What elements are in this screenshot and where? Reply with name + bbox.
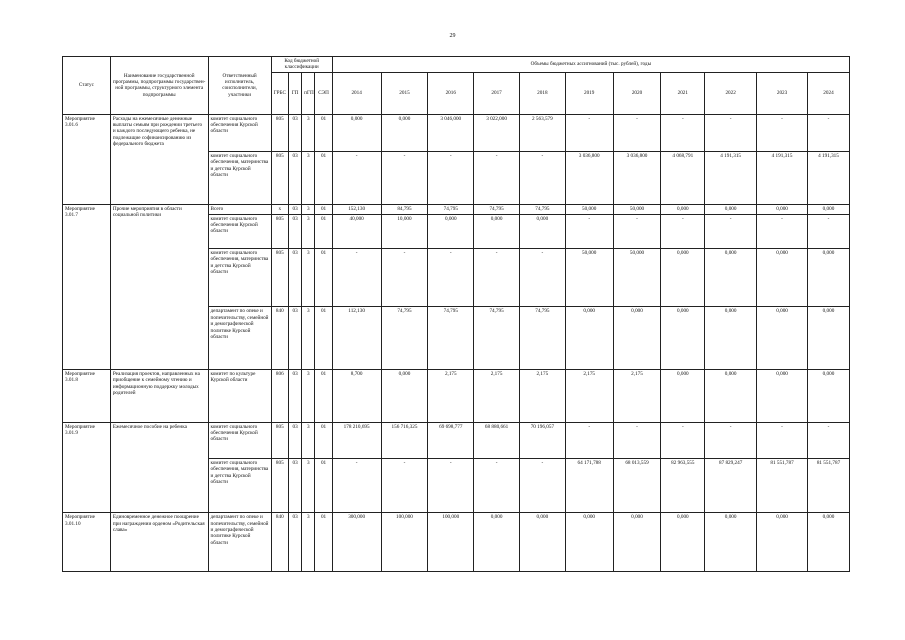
value-cell: -: [613, 422, 661, 458]
header-year: 2022: [705, 72, 757, 114]
status-cell: Мероприятие 3.01.9: [63, 422, 111, 513]
header-executor: Ответственный исполнитель, соисполнители, участники: [208, 57, 271, 115]
code-cell: 03: [288, 248, 301, 307]
header-year: 2017: [474, 72, 520, 114]
value-cell: -: [519, 458, 565, 513]
value-cell: 0,000: [705, 248, 757, 307]
value-cell: -: [661, 114, 705, 151]
value-cell: 0,000: [757, 307, 808, 370]
value-cell: 3 036,800: [565, 152, 613, 204]
status-cell: Мероприятие 3.01.10: [63, 513, 111, 572]
value-cell: 3 046,000: [428, 114, 474, 151]
code-cell: 3: [302, 370, 315, 422]
budget-table: [62, 56, 850, 572]
header-code-pgp: пГП: [302, 72, 315, 114]
code-cell: 01: [315, 513, 332, 572]
value-cell: 0,000: [705, 204, 757, 214]
value-cell: 0,000: [565, 307, 613, 370]
code-cell: 3: [302, 214, 315, 248]
value-cell: 2,175: [519, 370, 565, 422]
value-cell: -: [757, 114, 808, 151]
value-cell: 0,000: [807, 248, 849, 307]
value-cell: 0,000: [661, 370, 705, 422]
header-code-gp: ГП: [288, 72, 301, 114]
value-cell: -: [332, 152, 381, 204]
code-cell: 01: [315, 152, 332, 204]
code-cell: 03: [288, 370, 301, 422]
value-cell: -: [381, 458, 428, 513]
header-year: 2015: [381, 72, 428, 114]
value-cell: 112,130: [332, 307, 381, 370]
code-cell: 3: [302, 307, 315, 370]
value-cell: 87 829,247: [705, 458, 757, 513]
code-cell: 01: [315, 422, 332, 458]
code-cell: 3: [302, 204, 315, 214]
header-code-sep: СЭП: [315, 72, 332, 114]
value-cell: 100,000: [428, 513, 474, 572]
value-cell: 50,000: [565, 248, 613, 307]
value-cell: 0,000: [474, 513, 520, 572]
value-cell: 0,000: [757, 248, 808, 307]
value-cell: 0,000: [565, 513, 613, 572]
status-cell: Мероприятие 3.01.8: [63, 370, 111, 422]
value-cell: -: [428, 248, 474, 307]
code-cell: 805: [271, 248, 288, 307]
value-cell: 0,000: [661, 513, 705, 572]
value-cell: 100,000: [381, 513, 428, 572]
code-cell: 03: [288, 114, 301, 151]
value-cell: 0,000: [807, 370, 849, 422]
value-cell: 4 191,315: [757, 152, 808, 204]
executor-cell: комитет социального обеспечения Курской области: [208, 422, 271, 458]
value-cell: 178 210,695: [332, 422, 381, 458]
value-cell: 0,000: [705, 513, 757, 572]
code-cell: 805: [271, 422, 288, 458]
value-cell: -: [807, 214, 849, 248]
value-cell: 50,000: [565, 204, 613, 214]
value-cell: 0,000: [613, 307, 661, 370]
header-year: 2024: [807, 72, 849, 114]
value-cell: 74,795: [428, 307, 474, 370]
value-cell: 0,000: [661, 248, 705, 307]
value-cell: -: [428, 152, 474, 204]
code-cell: 03: [288, 513, 301, 572]
value-cell: 40,000: [332, 214, 381, 248]
code-cell: 01: [315, 114, 332, 151]
name-cell: Прочие мероприятия в области социальной политики: [110, 204, 208, 370]
code-cell: 805: [271, 458, 288, 513]
value-cell: -: [705, 422, 757, 458]
status-cell: Мероприятие 3.01.6: [63, 114, 111, 204]
header-year: 2021: [661, 72, 705, 114]
code-cell: 3: [302, 114, 315, 151]
executor-cell: департамент по опеке и попечительству, семейной и демографической политике Курской области: [208, 307, 271, 370]
value-cell: -: [381, 248, 428, 307]
header-year: 2023: [757, 72, 808, 114]
code-cell: 3: [302, 152, 315, 204]
value-cell: 82 963,555: [661, 458, 705, 513]
code-cell: 01: [315, 307, 332, 370]
code-cell: х: [271, 204, 288, 214]
value-cell: 300,000: [332, 513, 381, 572]
value-cell: 74,795: [519, 307, 565, 370]
code-cell: 806: [271, 370, 288, 422]
page-number: 29: [449, 33, 456, 39]
value-cell: 74,795: [519, 204, 565, 214]
value-cell: -: [757, 422, 808, 458]
value-cell: 84,795: [381, 204, 428, 214]
value-cell: 64 171,788: [565, 458, 613, 513]
code-cell: 805: [271, 114, 288, 151]
code-cell: 3: [302, 248, 315, 307]
value-cell: 0,000: [807, 513, 849, 572]
value-cell: 0,000: [807, 204, 849, 214]
code-cell: 03: [288, 307, 301, 370]
name-cell: Расходы на ежемесячные денежные выплаты семьям при рождении третьего и каждого последующего ребенка, не подлежащие софинансированию из федерального бюджета: [110, 114, 208, 204]
value-cell: -: [332, 248, 381, 307]
value-cell: 74,795: [474, 307, 520, 370]
code-cell: 840: [271, 307, 288, 370]
value-cell: -: [474, 458, 520, 513]
code-cell: 03: [288, 422, 301, 458]
code-cell: 805: [271, 152, 288, 204]
value-cell: -: [807, 114, 849, 151]
name-cell: Ежемесячное пособие на ребенка: [110, 422, 208, 513]
value-cell: 0,000: [428, 214, 474, 248]
value-cell: 0,000: [474, 214, 520, 248]
value-cell: 3 036,800: [613, 152, 661, 204]
value-cell: 69 698,777: [428, 422, 474, 458]
code-cell: 01: [315, 248, 332, 307]
value-cell: -: [332, 458, 381, 513]
executor-cell: Всего: [208, 204, 271, 214]
value-cell: 8,700: [332, 370, 381, 422]
value-cell: -: [565, 422, 613, 458]
value-cell: 0,000: [757, 513, 808, 572]
table-row: [63, 114, 850, 151]
value-cell: 0,000: [757, 204, 808, 214]
executor-cell: департамент по опеке и попечительству, семейной и демографической политике Курской области: [208, 513, 271, 572]
value-cell: -: [474, 152, 520, 204]
name-cell: Единовременное денежное поощрение при награждении орденом «Родительская слава»: [110, 513, 208, 572]
value-cell: -: [661, 422, 705, 458]
value-cell: 4 068,791: [661, 152, 705, 204]
value-cell: -: [565, 214, 613, 248]
value-cell: -: [661, 214, 705, 248]
value-cell: -: [519, 152, 565, 204]
value-cell: 2,175: [613, 370, 661, 422]
value-cell: 0,000: [661, 307, 705, 370]
value-cell: 0,000: [519, 513, 565, 572]
executor-cell: комитет социального обеспечения, материнства и детства Курской области: [208, 458, 271, 513]
table-row: [63, 370, 850, 422]
code-cell: 01: [315, 204, 332, 214]
value-cell: -: [474, 248, 520, 307]
table-row: [63, 513, 850, 572]
code-cell: 840: [271, 513, 288, 572]
value-cell: 2,175: [565, 370, 613, 422]
value-cell: 3 022,000: [474, 114, 520, 151]
table-row: [63, 204, 850, 214]
header-year: 2019: [565, 72, 613, 114]
code-cell: 03: [288, 458, 301, 513]
value-cell: 0,000: [381, 370, 428, 422]
header-year: 2020: [613, 72, 661, 114]
code-cell: 03: [288, 204, 301, 214]
code-cell: 03: [288, 152, 301, 204]
value-cell: 2,175: [474, 370, 520, 422]
value-cell: 0,000: [661, 204, 705, 214]
header-name: Наименование государственной программы, подпрограммы государствен- ной программы, структурного элемента подпрограммы: [110, 57, 208, 115]
value-cell: 74,795: [381, 307, 428, 370]
value-cell: 0,000: [332, 114, 381, 151]
executor-cell: комитет по культуре Курской области: [208, 370, 271, 422]
value-cell: 74,795: [474, 204, 520, 214]
value-cell: 68 013,559: [613, 458, 661, 513]
code-cell: 01: [315, 458, 332, 513]
value-cell: 81 551,787: [807, 458, 849, 513]
value-cell: 0,000: [705, 370, 757, 422]
value-cell: 50,000: [613, 204, 661, 214]
code-cell: 3: [302, 422, 315, 458]
value-cell: 4 191,315: [807, 152, 849, 204]
code-cell: 3: [302, 458, 315, 513]
value-cell: -: [428, 458, 474, 513]
header-year: 2014: [332, 72, 381, 114]
value-cell: 70 196,057: [519, 422, 565, 458]
value-cell: -: [519, 248, 565, 307]
name-cell: Реализация проектов, направленных на приобщение к семейному чтению и информационную поддержку молодых родителей: [110, 370, 208, 422]
table-row: [63, 422, 850, 458]
value-cell: -: [613, 114, 661, 151]
header-budget-code: Код бюджетной классификации: [271, 57, 332, 73]
value-cell: 156 716,325: [381, 422, 428, 458]
value-cell: 2 563,579: [519, 114, 565, 151]
header-code-grbs: ГРБС: [271, 72, 288, 114]
status-cell: Мероприятие 3.01.7: [63, 204, 111, 370]
value-cell: 10,000: [381, 214, 428, 248]
value-cell: 4 191,315: [705, 152, 757, 204]
value-cell: 74,795: [428, 204, 474, 214]
value-cell: 0,000: [807, 307, 849, 370]
value-cell: -: [807, 422, 849, 458]
value-cell: 152,130: [332, 204, 381, 214]
header-year: 2016: [428, 72, 474, 114]
executor-cell: комитет социального обеспечения, материнства и детства Курской области: [208, 248, 271, 307]
value-cell: -: [565, 114, 613, 151]
header-volumes: Объемы бюджетных ассигнований (тыс. рублей), годы: [332, 57, 849, 73]
code-cell: 01: [315, 214, 332, 248]
code-cell: 805: [271, 214, 288, 248]
value-cell: 2,175: [428, 370, 474, 422]
value-cell: -: [381, 152, 428, 204]
value-cell: -: [705, 114, 757, 151]
header-status: Статус: [63, 57, 111, 115]
value-cell: -: [613, 214, 661, 248]
header-year: 2018: [519, 72, 565, 114]
executor-cell: комитет социального обеспечения Курской области: [208, 114, 271, 151]
value-cell: 0,000: [757, 370, 808, 422]
value-cell: 0,000: [519, 214, 565, 248]
value-cell: 81 551,787: [757, 458, 808, 513]
value-cell: 50,000: [613, 248, 661, 307]
value-cell: -: [705, 214, 757, 248]
executor-cell: комитет социального обеспечения, материнства и детства Курской области: [208, 152, 271, 204]
code-cell: 03: [288, 214, 301, 248]
value-cell: -: [757, 214, 808, 248]
value-cell: 0,000: [381, 114, 428, 151]
code-cell: 3: [302, 513, 315, 572]
value-cell: 0,000: [705, 307, 757, 370]
executor-cell: комитет социального обеспечения Курской области: [208, 214, 271, 248]
value-cell: 68 880,661: [474, 422, 520, 458]
code-cell: 01: [315, 370, 332, 422]
value-cell: 0,000: [613, 513, 661, 572]
